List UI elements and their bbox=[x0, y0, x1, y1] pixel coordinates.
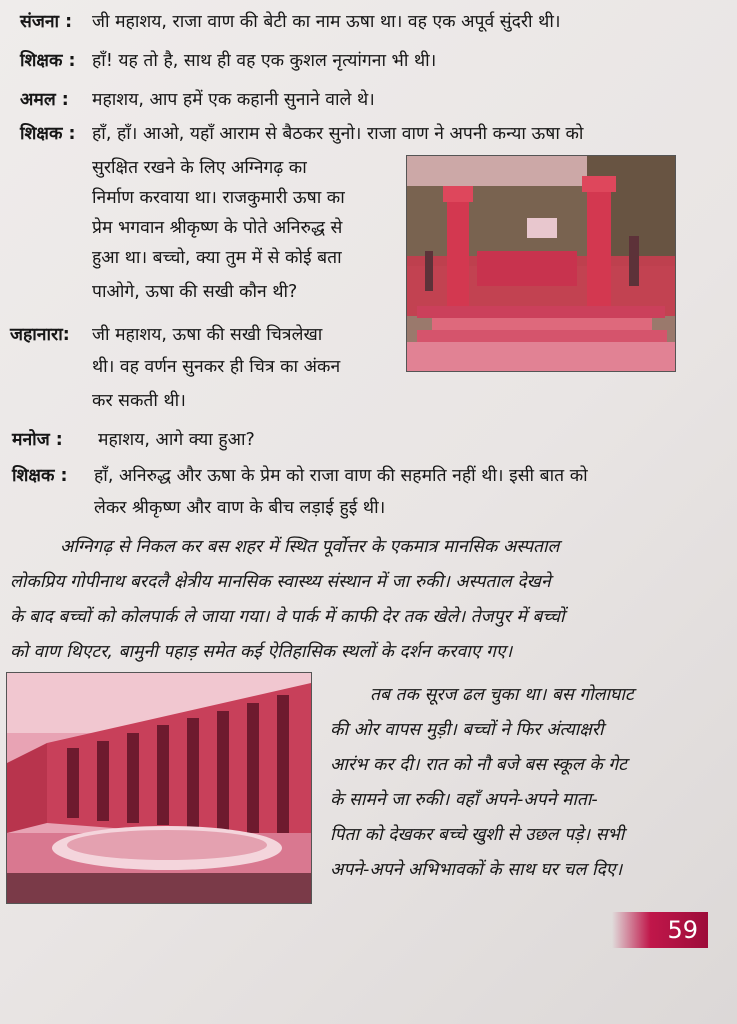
dialogue-line: हाँ! यह तो है, साथ ही वह एक कुशल नृत्यांगना भी थी। bbox=[92, 51, 437, 71]
dialogue-line: हाँ, हाँ। आओ, यहाँ आराम से बैठकर सुनो। राजा वाण ने अपनी कन्या ऊषा को bbox=[92, 124, 584, 144]
dialogue-line: जी महाशय, ऊषा की सखी चित्रलेखा bbox=[92, 325, 323, 345]
paragraph-line: की ओर वापस मुड़ी। बच्चों ने फिर अंत्याक्षरी bbox=[330, 720, 604, 740]
dialogue-line: प्रेम भगवान श्रीकृष्ण के पोते अनिरुद्ध से bbox=[92, 218, 343, 238]
speaker-shikshak: शिक्षक : bbox=[20, 124, 76, 144]
paragraph-line: के बाद बच्चों को कोलपार्क ले जाया गया। वे पार्क में काफी देर तक खेले। तेजपुर में बच्चों bbox=[10, 607, 565, 627]
paragraph-line: पिता को देखकर बच्चे खुशी से उछल पड़े। सभी bbox=[330, 825, 625, 845]
paragraph-line: अग्निगढ़ से निकल कर बस शहर में स्थित पूर्वोत्तर के एकमात्र मानसिक अस्पताल bbox=[60, 537, 560, 557]
paragraph-line: तब तक सूरज ढल चुका था। बस गोलाघाट bbox=[370, 685, 634, 705]
dialogue-line: हाँ, अनिरुद्ध और ऊषा के प्रेम को राजा वाण की सहमति नहीं थी। इसी बात को bbox=[94, 466, 588, 486]
paragraph-line: अपने-अपने अभिभावकों के साथ घर चल दिए। bbox=[330, 860, 623, 880]
speaker-sanjana: संजना : bbox=[20, 12, 73, 32]
speaker-manoj: मनोज : bbox=[12, 430, 63, 450]
agnigarh-photo bbox=[406, 155, 676, 372]
dialogue-line: हुआ था। बच्चो, क्या तुम में से कोई बता bbox=[92, 248, 342, 268]
paragraph-line: के सामने जा रुकी। वहाँ अपने-अपने माता- bbox=[330, 790, 598, 810]
dialogue-line: पाओगे, ऊषा की सखी कौन थी? bbox=[92, 282, 298, 302]
dialogue-line: जी महाशय, राजा वाण की बेटी का नाम ऊषा था। वह एक अपूर्व सुंदरी थी। bbox=[92, 12, 561, 32]
hospital-photo bbox=[6, 672, 312, 904]
paragraph-line: को वाण थिएटर, बामुनी पहाड़ समेत कई ऐतिहासिक स्थलों के दर्शन करवाए गए। bbox=[10, 642, 513, 662]
speaker-amal: अमल : bbox=[20, 90, 69, 110]
speaker-shikshak: शिक्षक : bbox=[20, 51, 76, 71]
dialogue-line: सुरक्षित रखने के लिए अग्निगढ़ का bbox=[92, 158, 307, 178]
agnigarh-illustration bbox=[407, 156, 675, 371]
speaker-shikshak: शिक्षक : bbox=[12, 466, 68, 486]
speaker-jahanara: जहानारा: bbox=[10, 325, 70, 345]
dialogue-line: थी। वह वर्णन सुनकर ही चित्र का अंकन bbox=[92, 357, 341, 377]
dialogue-line: निर्माण करवाया था। राजकुमारी ऊषा का bbox=[92, 188, 345, 208]
page-number: 59 bbox=[612, 912, 708, 948]
paragraph-line: लोकप्रिय गोपीनाथ बरदलै क्षेत्रीय मानसिक स्वास्थ्य संस्थान में जा रुकी। अस्पताल देखने bbox=[10, 572, 551, 592]
dialogue-line: लेकर श्रीकृष्ण और वाण के बीच लड़ाई हुई थी। bbox=[94, 498, 386, 518]
dialogue-line: महाशय, आगे क्या हुआ? bbox=[98, 430, 255, 450]
dialogue-line: कर सकती थी। bbox=[92, 391, 186, 411]
dialogue-line: महाशय, आप हमें एक कहानी सुनाने वाले थे। bbox=[92, 90, 375, 110]
paragraph-line: आरंभ कर दी। रात को नौ बजे बस स्कूल के गेट bbox=[330, 755, 627, 775]
hospital-illustration bbox=[7, 673, 311, 903]
